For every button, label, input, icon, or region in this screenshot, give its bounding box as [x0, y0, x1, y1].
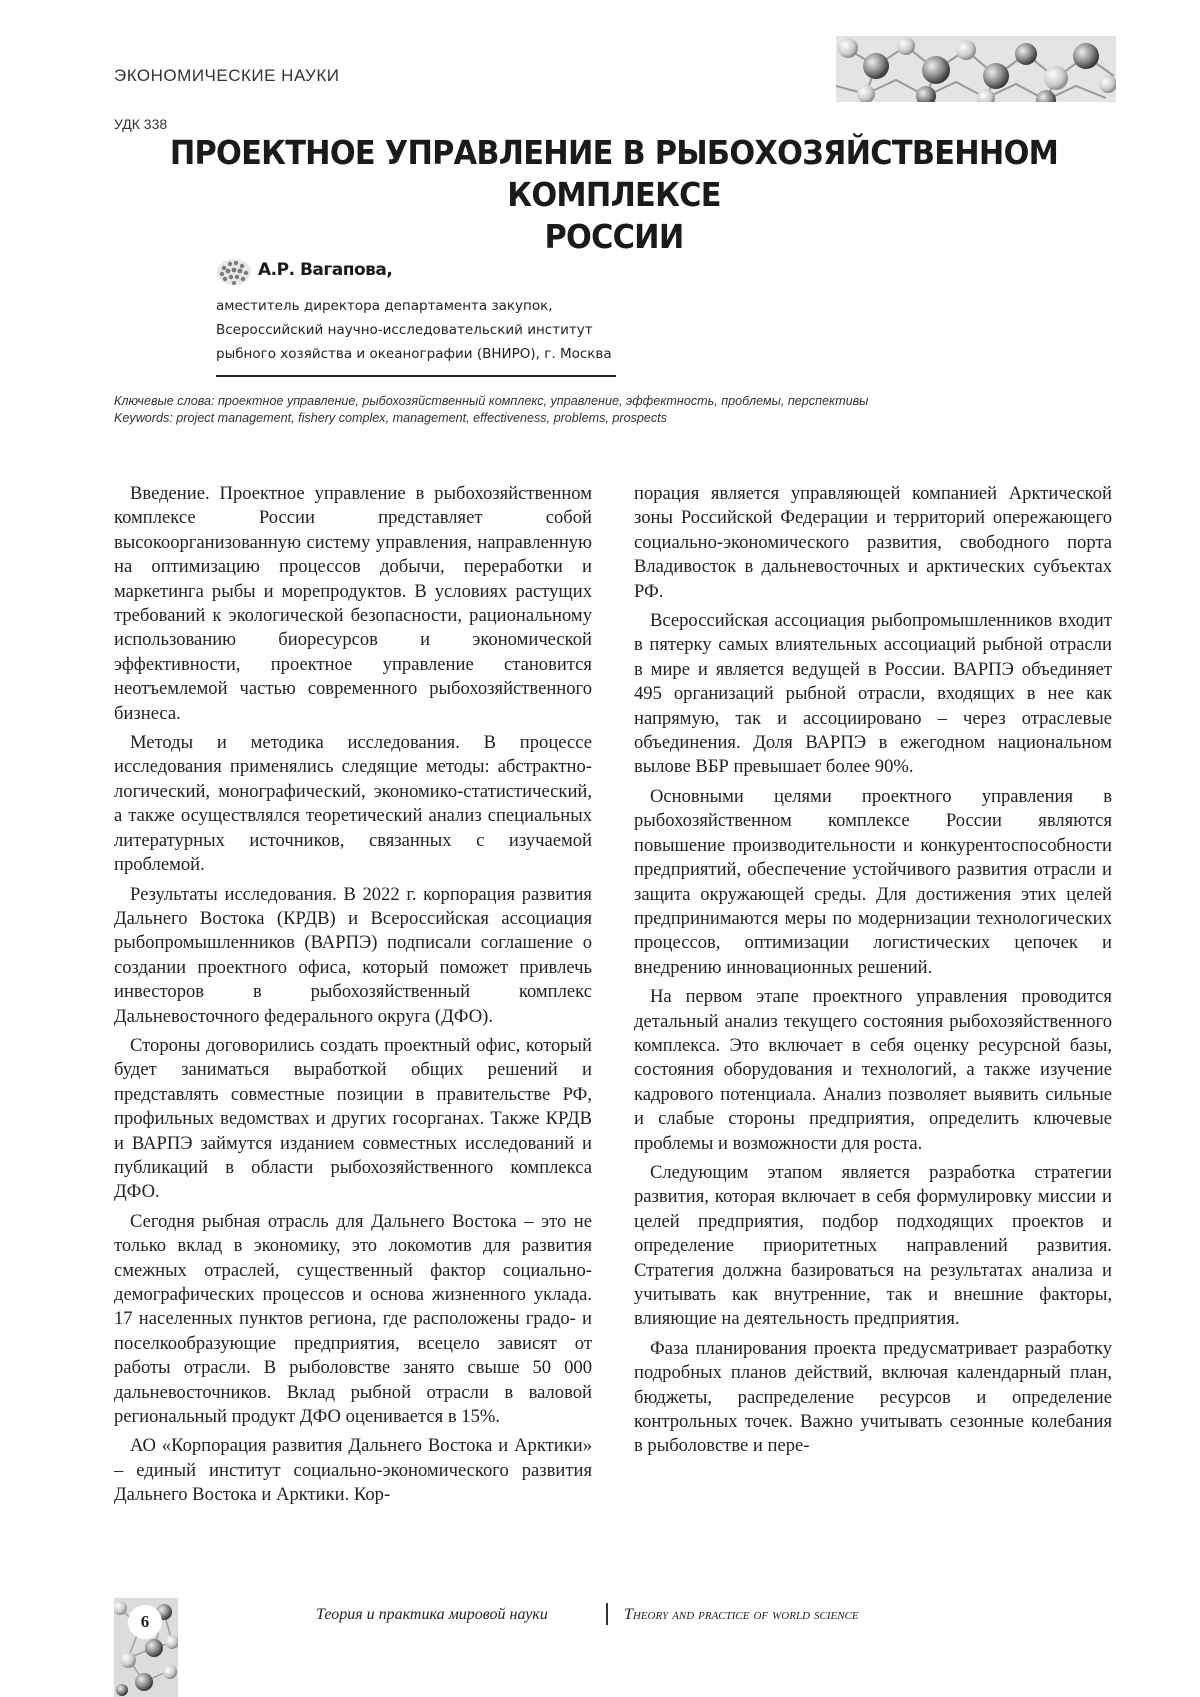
- paragraph: АО «Корпорация развития Дальнего Востока и Арктики» – единый институт социально-экономического развития Дальнего Востока и Арктики. Кор-: [114, 1435, 592, 1506]
- keywords-en: Keywords: project management, fishery complex, management, effectiveness, problems, prospects: [114, 411, 667, 425]
- paragraph: Фаза планирования проекта предусматривает разработку подробных планов действий, включая календарный план, бюджеты, распределение ресурсов и определение контрольных точек. Важно учитывать сезонные колебания в рыболовстве и пере-: [634, 1337, 1112, 1457]
- paragraph: Стороны договорились создать проектный офис, который будет заниматься выработкой общих решений и представлять совместные позиции в правительстве РФ, профильных ведомствах и других госорганах. Также КРДВ и ВАРПЭ займутся изданием совместных исследований и публикаций в области рыбохозяйственного комплекса ДФО.: [114, 1034, 592, 1203]
- paragraph: Введение. Проектное управление в рыбохозяйственном комплексе России представляет собой высокоорганизованную систему управления, направленную на оптимизацию процессов добычи, переработки и маркетинга рыбы и морепродуктов. В условиях растущих требований к экологической безопасности, рациональному использованию биоресурсов и экономической эффективности, проектное управление становится неотъемлемой частью современного рыбохозяйственного бизнеса.: [114, 483, 592, 724]
- paragraph: Основными целями проектного управления в рыбохозяйственном комплексе России являются повышение производительности и конкурентоспособности предприятий, обеспечение устойчивого развития отрасли и защита окружающей среды. Для достижения этих целей предпринимаются меры по модернизации технологических процессов, оптимизации логистических цепочек и внедрению инновационных решений.: [634, 785, 1112, 978]
- paragraph: Следующим этапом является разработка стратегии развития, которая включает в себя формулировку миссии и целей предприятия, подбор подходящих проектов и определение приоритетных направлений развития. Стратегия должна базироваться на результатах анализа и учитывать как внутренние, так и внешние факторы, влияющие на деятельность предприятия.: [634, 1161, 1112, 1330]
- paragraph: Методы и методика исследования. В процессе исследования применялись следящие методы: абстрактно-логический, монографический, экономико-статистический, а также осуществлялся теоретический анализ специальных литературных источников, связанных с изучаемой проблемой.: [114, 732, 592, 876]
- title-line-2: РОССИИ: [544, 217, 684, 256]
- journal-title-ru: Теория и практика мировой науки: [316, 1606, 548, 1623]
- author-divider: [216, 375, 616, 377]
- article-title: [154, 132, 1074, 258]
- paragraph-continuation: порация является управляющей компанией Арктической зоны Российской Федерации и территорий опережающего социально-экономического развития, свободного порта Владивосток в дальневосточных и арктических субъектах РФ.: [634, 483, 1112, 602]
- affiliation-line: аместитель директора департамента закупок,: [216, 298, 553, 314]
- body-column-right: [634, 482, 1112, 1459]
- page-number: 6: [128, 1605, 162, 1639]
- section-label: ЭКОНОМИЧЕСКИЕ НАУКИ: [114, 66, 340, 85]
- author-affiliation: [216, 294, 612, 366]
- keywords-block: [114, 393, 868, 427]
- paragraph: На первом этапе проектного управления проводится детальный анализ текущего состояния рыбохозяйственного комплекса. Это включает в себя оценку ресурсной базы, состояния оборудования и технологий, а также изучение кадрового потенциала. Анализ позволяет выявить сильные и слабые стороны предприятия, определить ключевые проблемы и возможности для роста.: [634, 986, 1112, 1154]
- body-column-left: [114, 482, 592, 1508]
- keywords-ru: Ключевые слова: проектное управление, рыбохозяйственный комплекс, управление, эффектность, проблемы, перспективы: [114, 394, 869, 408]
- udc-code: УДК 338: [114, 116, 168, 132]
- paragraph: Всероссийская ассоциация рыбопромышленников входит в пятерку самых влиятельных ассоциаций рыбной отрасли в мире и является ведущей в России. ВАРПЭ объединяет 495 организаций рыбной отрасли, входящих в нее как напрямую, так и ассоциировано – через отраслевые объединения. Доля ВАРПЭ в ежегодном национальном вылове ВБР превышает более 90%.: [634, 610, 1112, 778]
- author-molecule-icon: [216, 258, 252, 286]
- affiliation-line: Всероссийский научно-исследовательский институт: [216, 322, 593, 338]
- molecule-header-image: [836, 36, 1116, 102]
- affiliation-line: рыбного хозяйства и океанографии (ВНИРО), г. Москва: [216, 346, 612, 362]
- journal-title-en: Theory and practice of world science: [624, 1606, 859, 1623]
- paragraph: Результаты исследования. В 2022 г. корпорация развития Дальнего Востока (КРДВ) и Всероссийская ассоциация рыбопромышленников (ВАРПЭ) подписали соглашение о создании проектного офиса, который поможет привлечь инвесторов в рыбохозяйственный комплекс Дальневосточного федерального округа (ДФО).: [114, 883, 592, 1027]
- author-name: А.Р. Вагапова,: [258, 260, 393, 280]
- footer-separator: [606, 1603, 608, 1625]
- title-line-1: ПРОЕКТНОЕ УПРАВЛЕНИЕ В РЫБОХОЗЯЙСТВЕННОМ КОМПЛЕКСЕ: [169, 133, 1059, 214]
- paragraph: Сегодня рыбная отрасль для Дальнего Востока – это не только вклад в экономику, это локомотив для развития смежных отраслей, существенный фактор социально-демографических процессов и основа жизненного уклада. 17 населенных пунктов региона, где расположены градо- и поселкообразующие предприятия, всецело зависят от работы отрасли. В рыболовстве занято свыше 50 000 дальневосточников. Вклад рыбной отрасли в валовой региональный продукт ДФО оценивается в 15%.: [114, 1210, 592, 1428]
